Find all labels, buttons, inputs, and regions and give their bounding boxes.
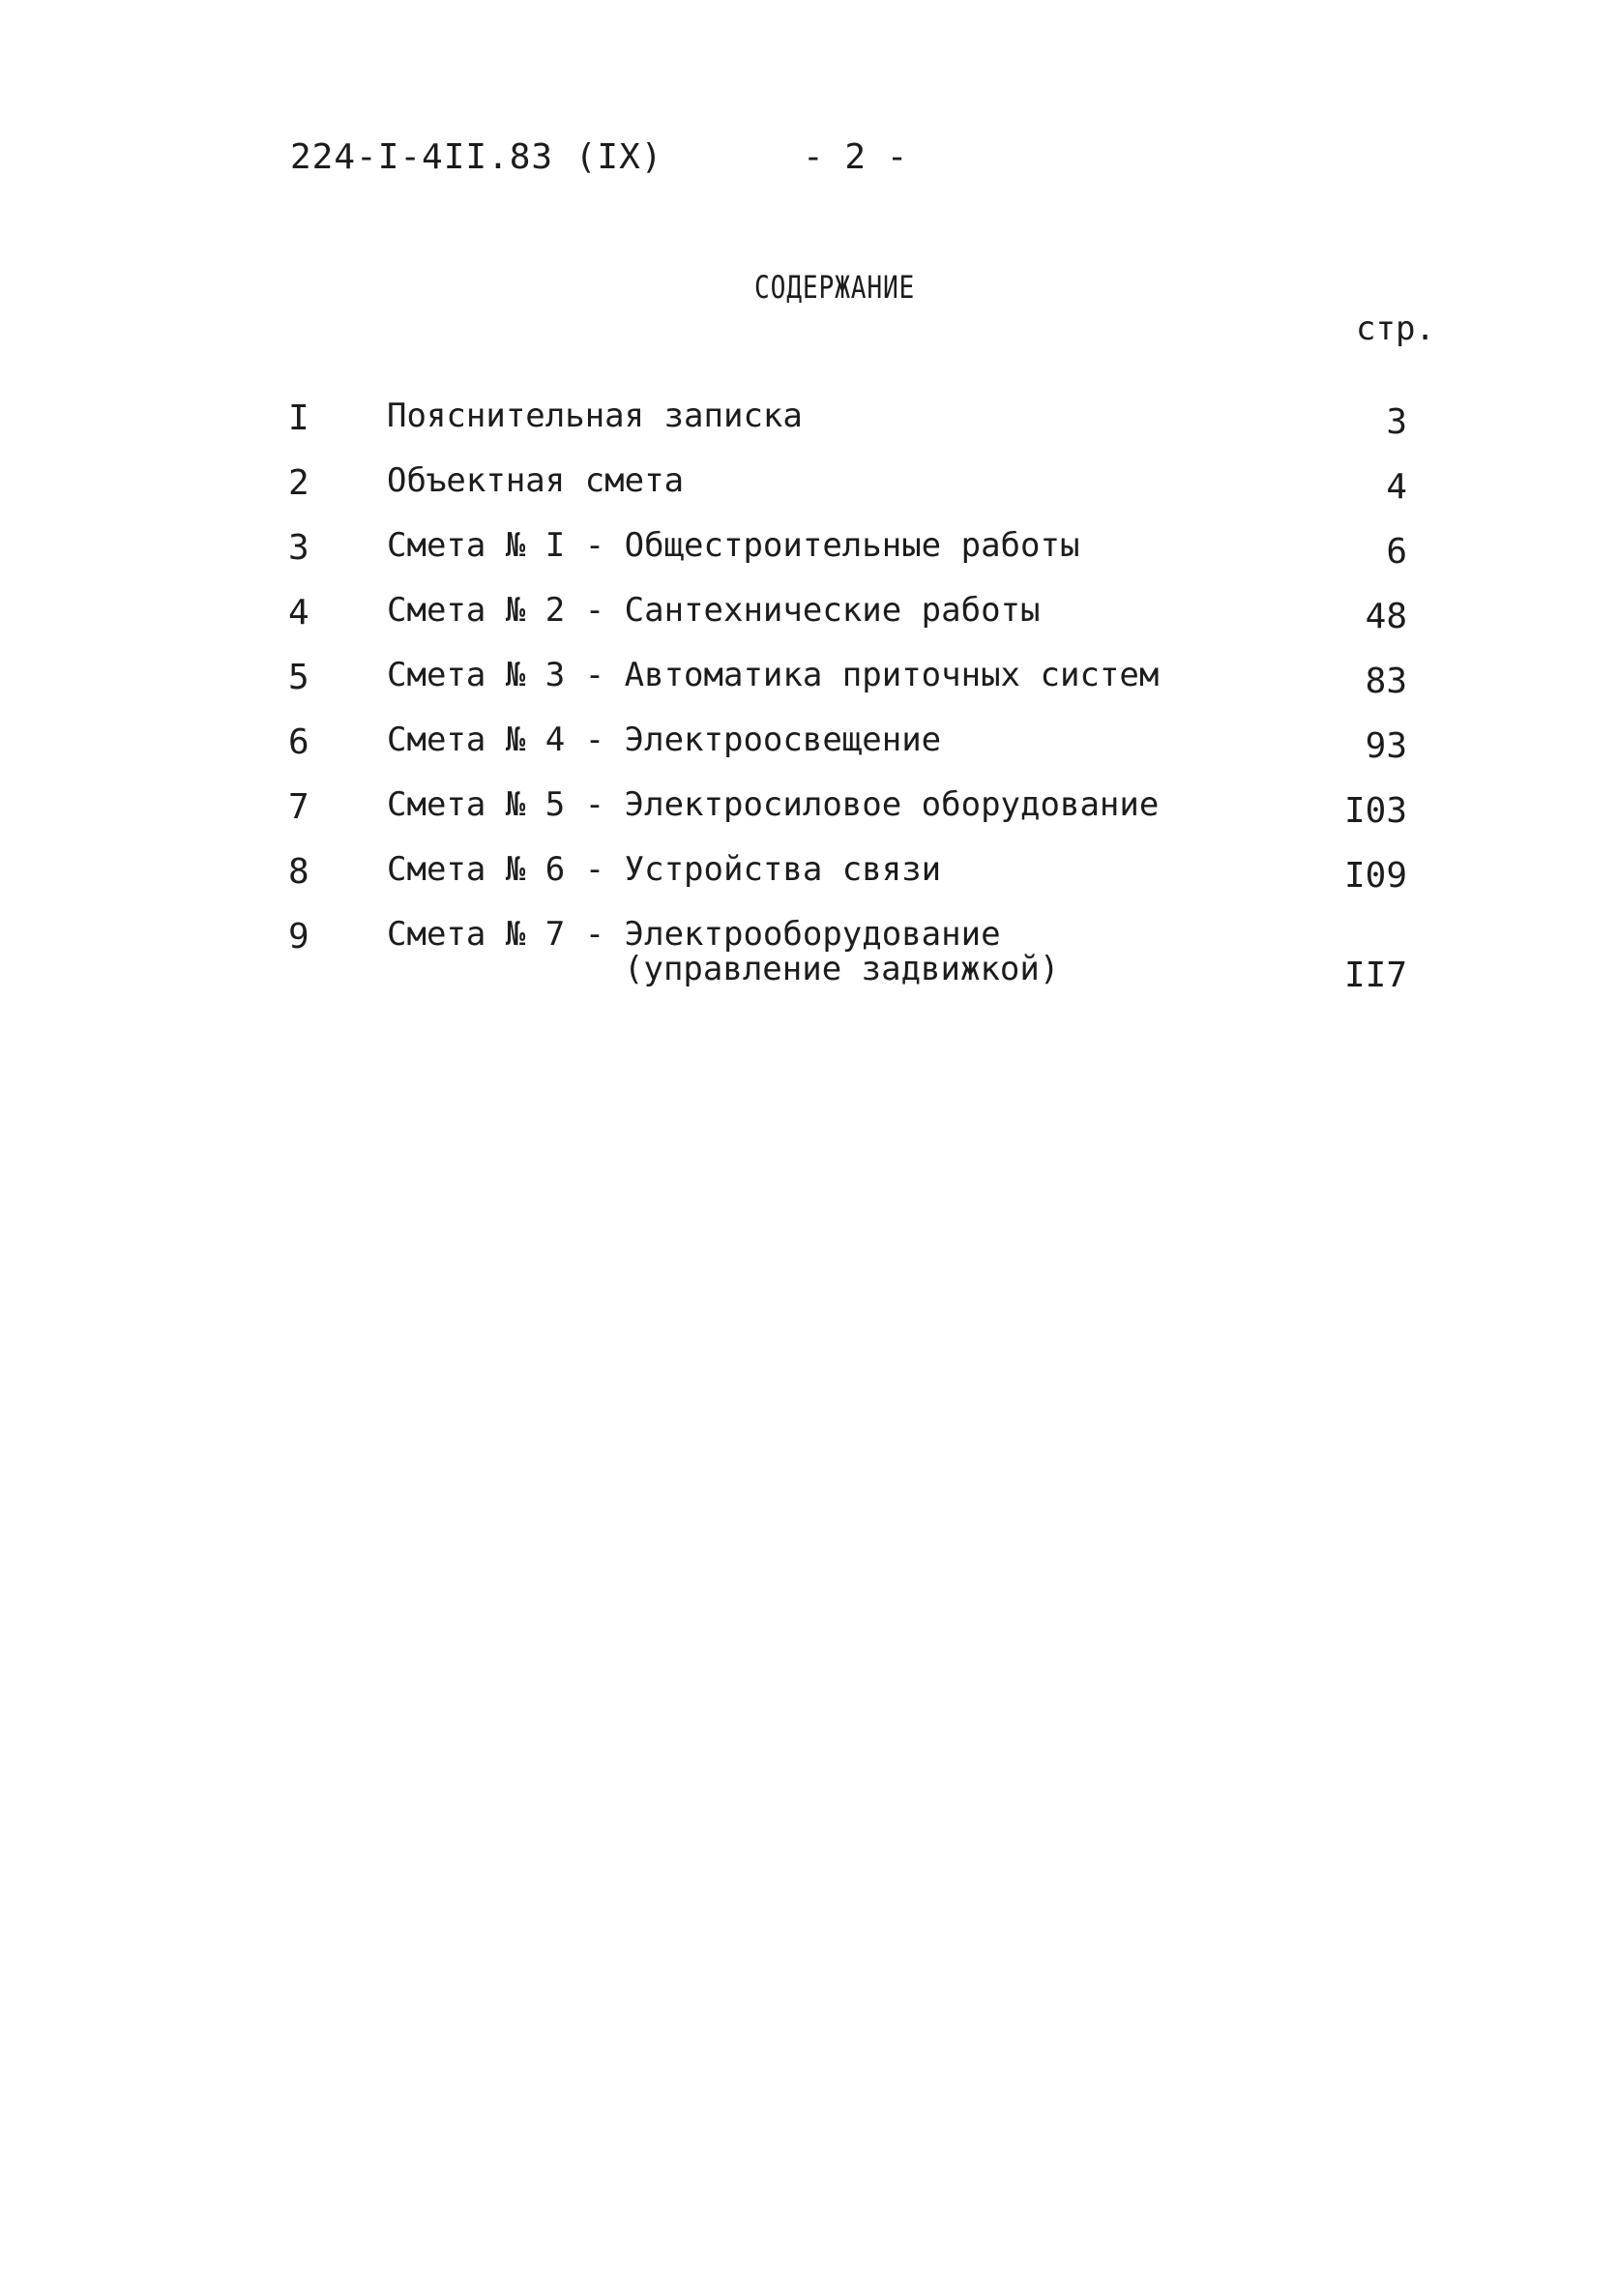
toc-item-3: [0, 528, 1618, 586]
toc-item-title: Смета № 3 - Автоматика приточных систем: [387, 656, 1160, 694]
toc-item-number: 7: [288, 787, 309, 827]
toc-item-7: [0, 787, 1618, 845]
toc-item-number: 5: [288, 658, 309, 697]
toc-item-number: 2: [288, 463, 309, 503]
toc-item-title: Смета № 2 - Сантехнические работы: [387, 591, 1041, 630]
toc-item-page: II7: [1343, 956, 1407, 995]
toc-item-page: 4: [1386, 467, 1407, 507]
toc-item-page: 3: [1386, 402, 1407, 442]
toc-item-page: 6: [1386, 532, 1407, 572]
toc-item-page: 93: [1365, 726, 1407, 766]
toc-item-title: Объектная смета: [387, 461, 685, 500]
toc-item-number: 6: [288, 722, 309, 762]
toc-item-title: Пояснительная записка: [387, 397, 803, 435]
page-column-header: стр.: [1356, 309, 1435, 348]
toc-item-title: Смета № 7 - Электрооборудование: [387, 915, 1001, 954]
toc-title: СОДЕРЖАНИЕ: [754, 269, 916, 306]
toc-item-9: [0, 917, 1618, 1004]
toc-item-number: 3: [288, 528, 309, 568]
toc-item-8: [0, 852, 1618, 910]
toc-item-4: [0, 593, 1618, 651]
toc-item-page: I09: [1343, 856, 1407, 896]
toc-item-page: 48: [1365, 597, 1407, 636]
toc-item-6: [0, 722, 1618, 780]
toc-item-page: I03: [1343, 791, 1407, 831]
toc-item-5: [0, 658, 1618, 716]
page-number: - 2 -: [803, 137, 908, 177]
toc-item-title-continuation: (управление задвижкой): [624, 950, 1060, 988]
toc-item-1: [0, 398, 1618, 456]
toc-item-number: I: [288, 398, 309, 438]
toc-item-2: [0, 463, 1618, 521]
toc-item-page: 83: [1365, 662, 1407, 701]
toc-item-title: Смета № 4 - Электроосвещение: [387, 721, 942, 759]
toc-item-title: Смета № 5 - Электросиловое оборудование: [387, 785, 1160, 824]
toc-item-title: Смета № 6 - Устройства связи: [387, 850, 942, 889]
toc-item-number: 9: [288, 917, 309, 957]
toc-item-number: 4: [288, 593, 309, 633]
toc-item-number: 8: [288, 852, 309, 892]
toc-item-title: Смета № I - Общестроительные работы: [387, 526, 1080, 565]
document-code: 224-I-4II.83 (IX): [290, 137, 663, 177]
